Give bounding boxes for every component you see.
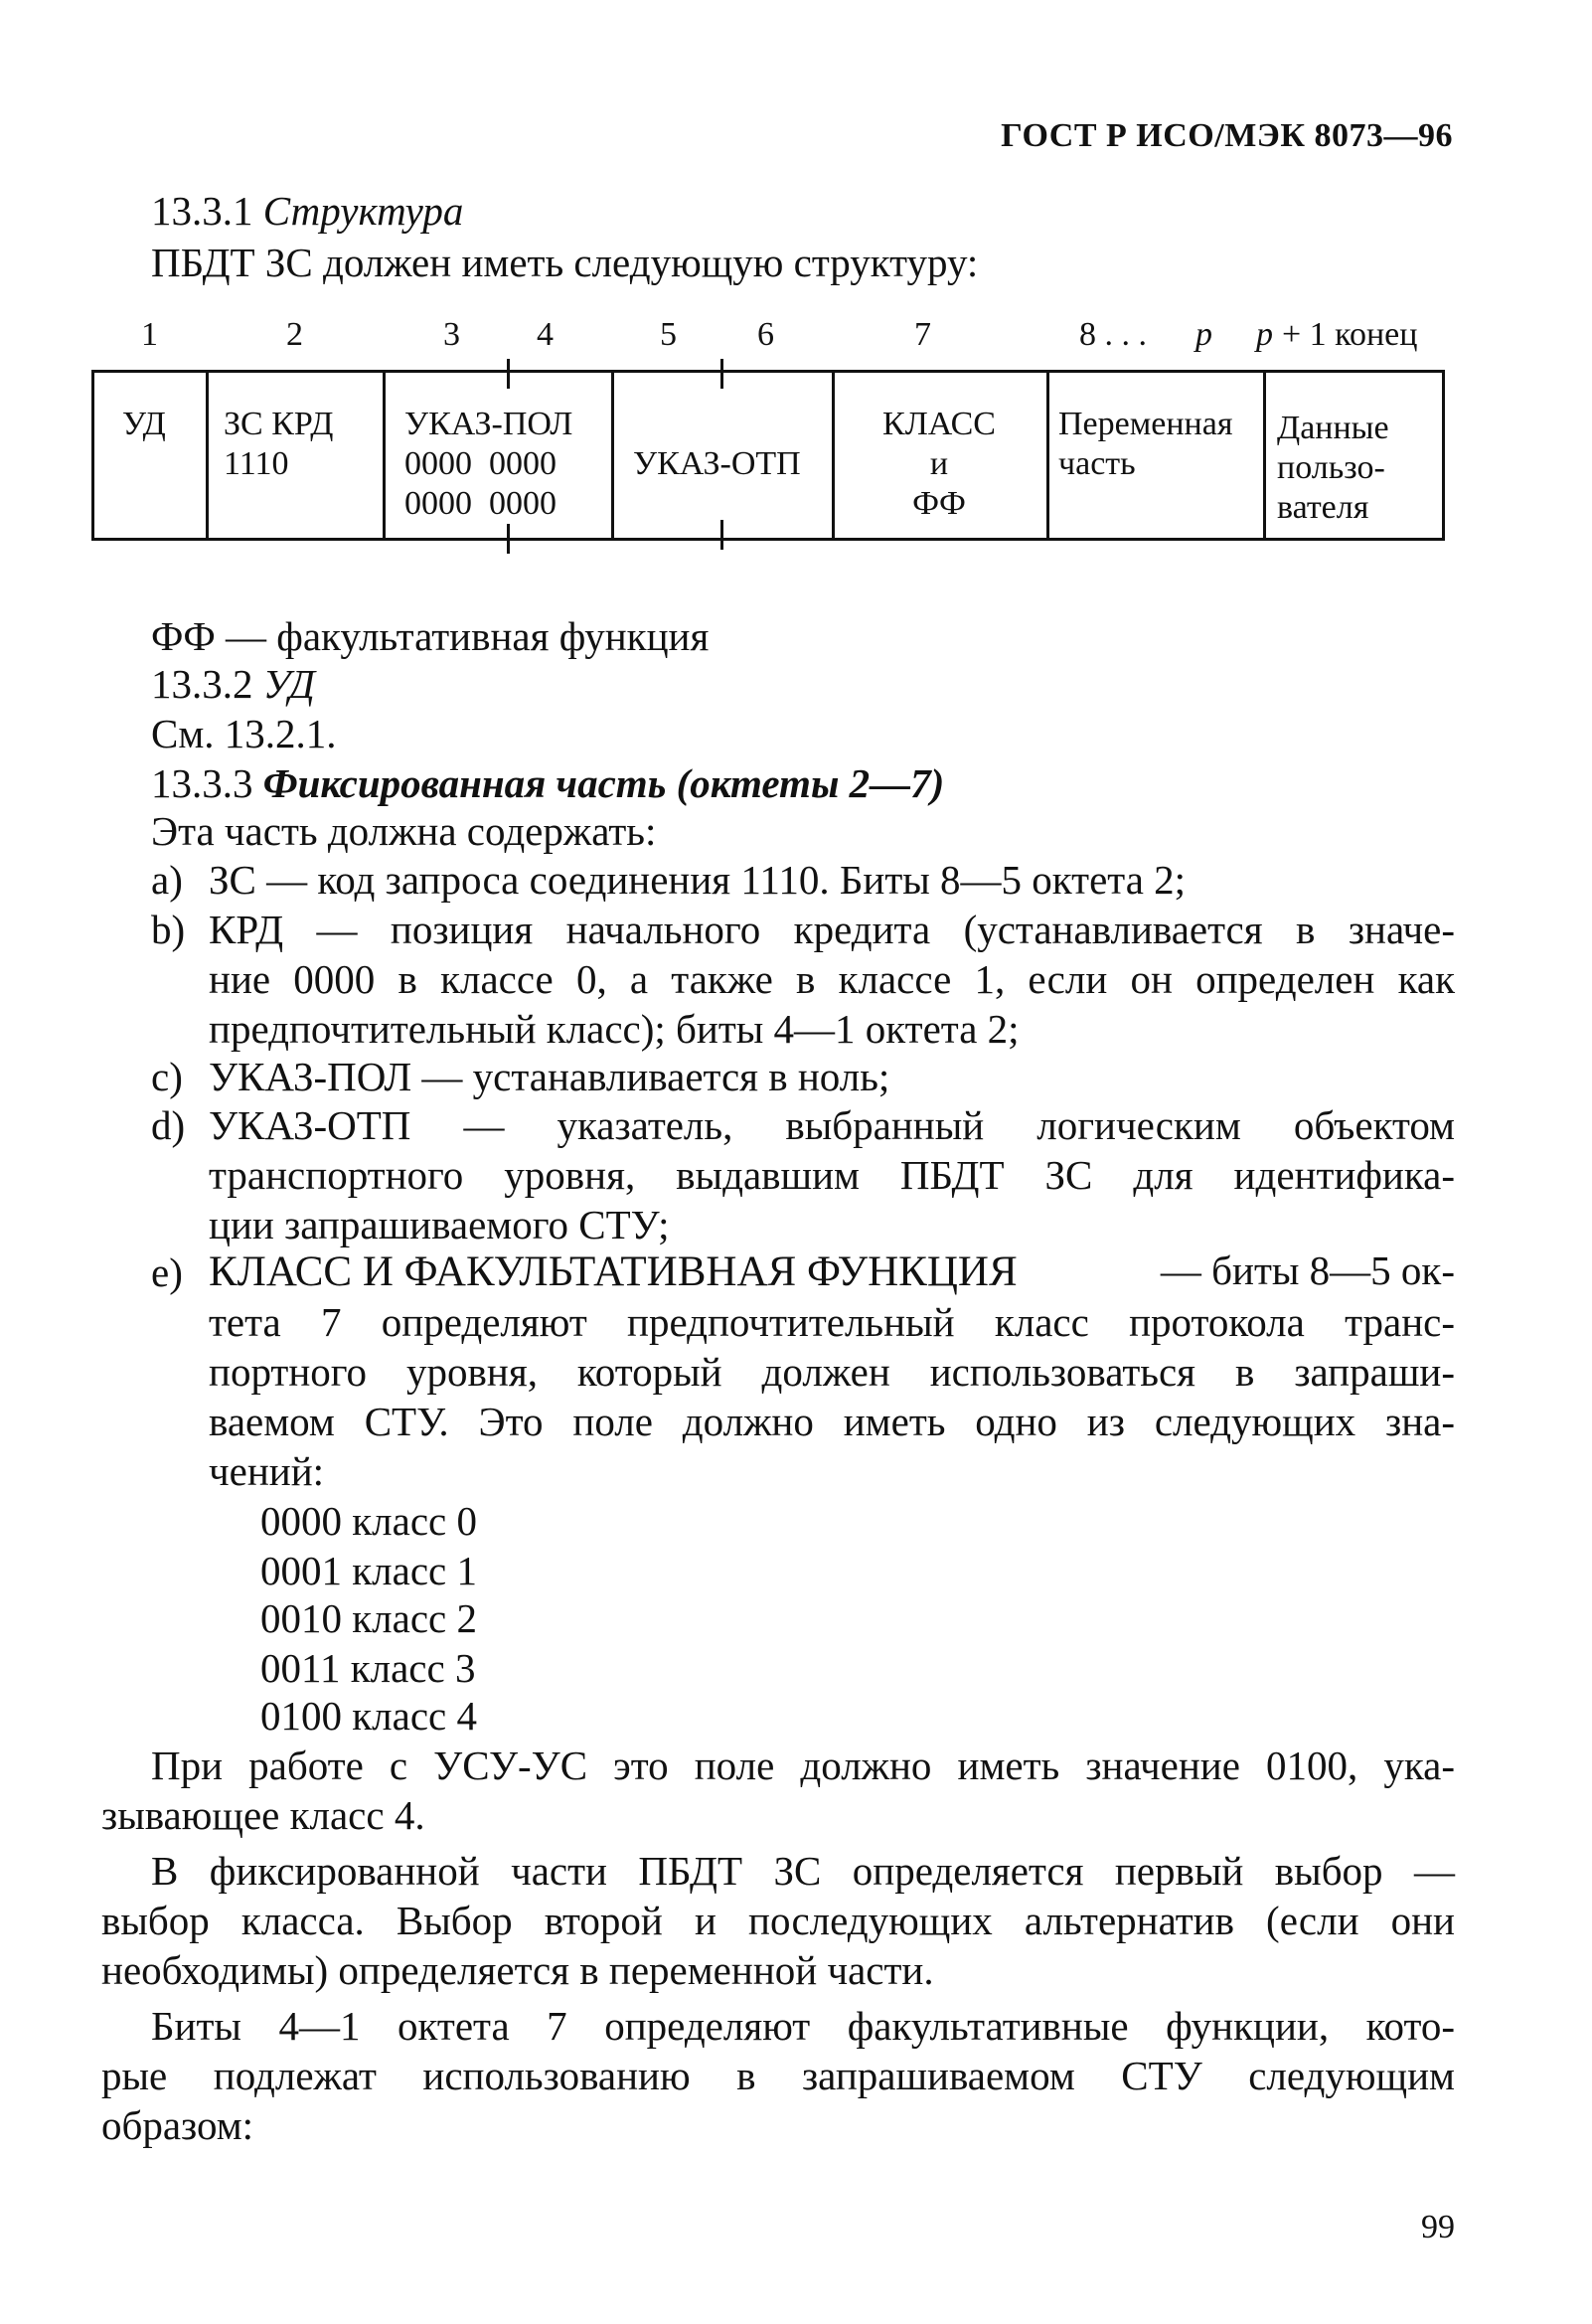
octet-number: p (1256, 316, 1273, 353)
cell-user-data (1277, 409, 1389, 528)
octet-tick (507, 359, 510, 389)
section-number: 13.3.1 (151, 188, 253, 234)
octet-number: 2 (286, 316, 303, 353)
item-e-line-tail: — биты 8—5 ок- (1160, 1247, 1455, 1293)
class-code: 0011 класс 3 (260, 1645, 476, 1691)
item-e-line: чений: (209, 1448, 325, 1494)
item-b-line: КРД — позиция начального кредита (устанавливается в значе- (209, 907, 1455, 952)
cell-line: Данные (1277, 410, 1389, 446)
paragraph-line: рые подлежат использованию в запрашиваемом СТУ следующим (101, 2053, 1455, 2098)
pdu-structure-table (91, 370, 1445, 541)
cell-line: часть (1058, 445, 1136, 482)
item-marker: b) (151, 907, 186, 952)
paragraph-line: Биты 4—1 октета 7 определяют факультативные функции, кото- (151, 2003, 1455, 2049)
cell-variable-part (1058, 405, 1232, 484)
cell-line: УКАЗ-ПОЛ (404, 406, 573, 442)
see-reference: См. 13.2.1. (151, 711, 337, 756)
section-title: УД (262, 661, 315, 707)
octet-tick (507, 524, 510, 554)
paragraph-line: При работе с УСУ-УС это поле должно иметь значение 0100, ука- (151, 1743, 1455, 1788)
paragraph-line: В фиксированной части ПБДТ ЗС определяется первый выбор — (151, 1848, 1455, 1894)
item-marker: c) (151, 1054, 183, 1099)
item-marker: a) (151, 857, 183, 903)
cell-line: КЛАСС (882, 406, 996, 442)
cell-line: ФФ (912, 485, 966, 522)
structure-intro: ПБДТ ЗС должен иметь следующую структуру: (151, 240, 979, 285)
section-heading-13-3-3 (151, 760, 945, 806)
item-d-line: транспортного уровня, выдавшим ПБДТ ЗС для идентифика- (209, 1152, 1455, 1198)
item-e-line-1 (209, 1247, 1455, 1295)
cell-ud: УД (122, 406, 166, 442)
class-code: 0001 класс 1 (260, 1548, 477, 1593)
item-b-line: предпочтительный класс); биты 4—1 октета 2; (209, 1006, 1020, 1052)
octet-number: + 1 конец (1282, 316, 1418, 353)
cell-line: ЗС КРД (224, 406, 334, 442)
cell-class-ff (832, 405, 1046, 524)
cell-line: вателя (1277, 489, 1369, 526)
cell-line: 0000 0000 (404, 445, 557, 482)
octet-number: 8 . . . (1079, 316, 1147, 353)
class-code: 0000 класс 0 (260, 1498, 477, 1544)
class-code: 0010 класс 2 (260, 1595, 477, 1641)
table-divider (1046, 370, 1049, 541)
cell-line: 1110 (224, 445, 289, 482)
paragraph-line: необходимы) определяется в переменной части. (101, 1947, 934, 1993)
cell-line: Переменная (1058, 406, 1233, 442)
cell-ukaz-pol (404, 405, 572, 524)
octet-tick (720, 359, 723, 389)
class-code: 0100 класс 4 (260, 1693, 477, 1739)
section-title: Фиксированная часть (октеты 2—7) (262, 760, 945, 806)
option-field-name: КЛАСС И ФАКУЛЬТАТИВНАЯ ФУНКЦИЯ (209, 1248, 1018, 1295)
cell-zs-krd (224, 405, 333, 484)
octet-number: 5 (660, 316, 677, 353)
octet-number: 1 (141, 316, 158, 353)
item-e-line: портного уровня, который должен использоваться в запраши- (209, 1349, 1455, 1395)
document-header: ГОСТ Р ИСО/МЭК 8073—96 (1001, 117, 1453, 154)
item-c-line: УКАЗ-ПОЛ — устанавливается в ноль; (209, 1054, 890, 1099)
cell-line: пользо- (1277, 449, 1385, 486)
section-number: 13.3.3 (151, 760, 253, 806)
paragraph-line: образом: (101, 2102, 254, 2148)
item-d-line: УКАЗ-ОТП — указатель, выбранный логическим объектом (209, 1102, 1455, 1148)
table-divider (611, 370, 614, 541)
item-marker: d) (151, 1102, 186, 1148)
octet-number: 7 (914, 316, 931, 353)
fixed-part-intro: Эта часть должна содержать: (151, 808, 657, 854)
item-a-line: ЗС — код запроса соединения 1110. Биты 8—5 октета 2; (209, 857, 1187, 903)
page-number: 99 (1421, 2209, 1455, 2245)
table-divider (206, 370, 209, 541)
item-e-line: тета 7 определяют предпочтительный класс протокола транс- (209, 1299, 1455, 1345)
cell-ukaz-otp: УКАЗ-ОТП (633, 445, 801, 482)
cell-line: и (929, 445, 949, 482)
paragraph-line: выбор класса. Выбор второй и последующих альтернатив (если они (101, 1898, 1455, 1943)
paragraph-line: зывающее класс 4. (101, 1792, 425, 1838)
octet-number: 3 (443, 316, 460, 353)
section-heading-13-3-2 (151, 661, 315, 707)
item-marker: e) (151, 1249, 183, 1295)
section-heading-13-3-1 (151, 188, 464, 234)
octet-tick (720, 520, 723, 550)
item-d-line: ции запрашиваемого СТУ; (209, 1202, 670, 1247)
octet-number: 6 (757, 316, 774, 353)
section-title: Структура (262, 188, 464, 234)
item-b-line: ние 0000 в классе 0, а также в классе 1, если он определен как (209, 956, 1455, 1002)
ff-definition: ФФ — факультативная функция (151, 613, 710, 659)
octet-number: p (1195, 316, 1212, 353)
octet-number: 4 (537, 316, 554, 353)
item-e-line: ваемом СТУ. Это поле должно иметь одно из следующих зна- (209, 1399, 1455, 1444)
table-divider (1263, 370, 1266, 541)
section-number: 13.3.2 (151, 661, 253, 707)
cell-line: 0000 0000 (404, 485, 557, 522)
table-divider (383, 370, 386, 541)
